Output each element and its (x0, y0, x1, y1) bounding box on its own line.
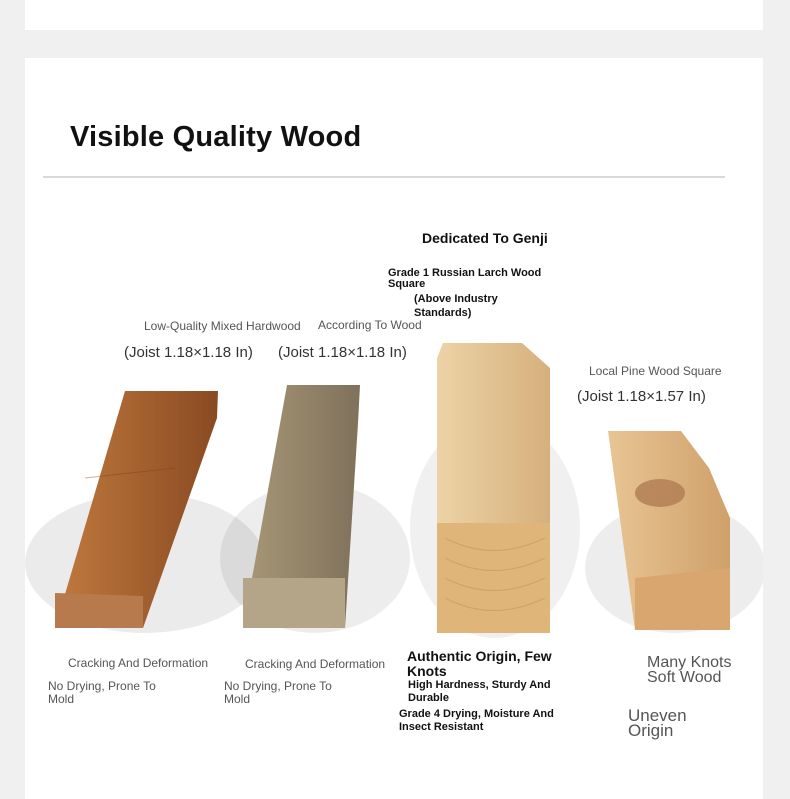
product-3-feature-2: High Hardness, Sturdy And Durable (408, 679, 551, 704)
product-2-issue-2: No Drying, Prone To Mold (224, 679, 332, 706)
product-2-issue-1: Cracking And Deformation (245, 657, 386, 671)
product-3-feature-1: Authentic Origin, Few Knots (407, 648, 552, 679)
product-3-standard: (Above Industry Standards) (414, 293, 498, 319)
product-1-issue-1: Cracking And Deformation (68, 656, 209, 670)
section-title: Visible Quality Wood (70, 121, 362, 153)
product-1-name: Low-Quality Mixed Hardwood (144, 319, 301, 333)
product-3-name: Grade 1 Russian Larch Wood Square (388, 267, 542, 290)
product-1-issue-2: No Drying, Prone To Mold (48, 679, 156, 706)
product-4-issue-1: Many Knots Soft Wood (647, 654, 732, 686)
product-2-size: (Joist 1.18×1.18 In) (278, 344, 407, 361)
product-4-issue-2: Uneven Origin (628, 706, 687, 740)
product-4-name: Local Pine Wood Square (589, 364, 722, 378)
quality-card (25, 58, 763, 799)
product-3-feature-3: Grade 4 Drying, Moisture And Insect Resistant (399, 708, 554, 733)
wood-photos (25, 328, 763, 648)
title-divider (43, 176, 725, 178)
product-4-size: (Joist 1.18×1.57 In) (577, 388, 706, 405)
product-1-size: (Joist 1.18×1.18 In) (124, 344, 253, 361)
previous-card (25, 0, 763, 30)
larch-piece (437, 343, 550, 633)
product-2-name: According To Wood (318, 318, 422, 332)
product-3-brand: Dedicated To Genji (422, 230, 548, 246)
